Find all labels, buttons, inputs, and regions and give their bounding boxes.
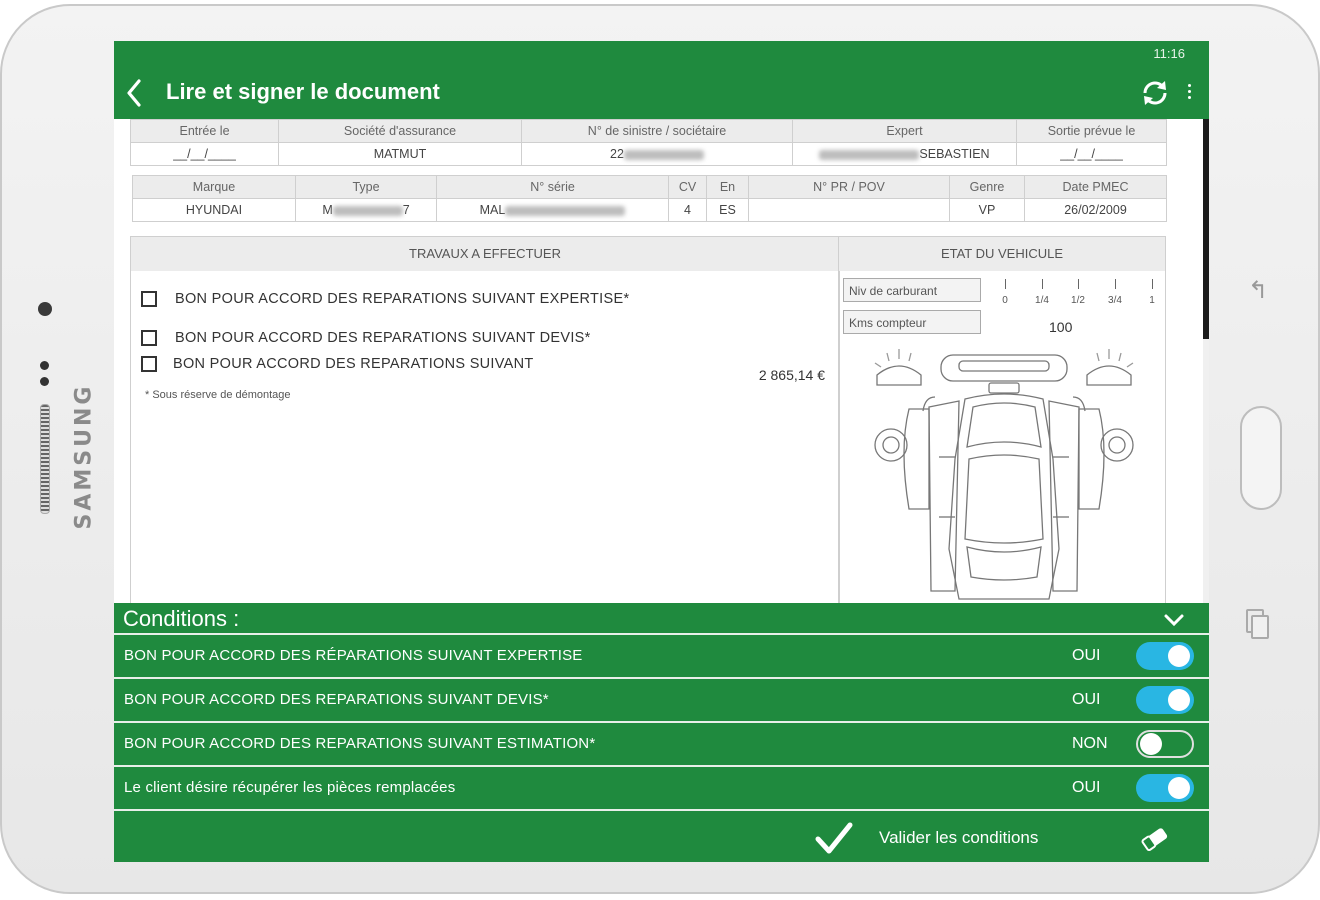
expert-value: SEBASTIEN [919, 147, 990, 161]
serial-header: N° série [437, 176, 669, 199]
hardware-back-icon[interactable]: ↰ [1247, 277, 1269, 304]
front-camera [38, 302, 52, 316]
conditions-title: Conditions : [123, 606, 240, 631]
vehicle-info-table [132, 175, 1167, 222]
work-header: TRAVAUX A EFFECTUER [131, 237, 839, 271]
claim-number-cell [522, 143, 793, 166]
condition-state: OUI [1072, 647, 1101, 664]
validate-bar [114, 809, 1209, 862]
claim-info-table [130, 119, 1167, 166]
fuel-tick: 1/4 [1032, 279, 1052, 306]
toggle-switch[interactable] [1136, 642, 1194, 670]
work-section [130, 236, 840, 603]
work-item-expertise[interactable] [141, 291, 629, 307]
conditions-panel [114, 603, 1209, 862]
fuel-tick: 1/2 [1068, 279, 1088, 306]
checkbox[interactable] [141, 330, 157, 346]
condition-label: Le client désire récupérer les pièces remplacées [124, 779, 456, 796]
km-label: Kms compteur [843, 310, 981, 334]
app-bar [114, 41, 1209, 119]
brand-value: HYUNDAI [133, 199, 296, 222]
cv-header: CV [669, 176, 707, 199]
redacted-text [333, 206, 403, 216]
condition-state: NON [1072, 735, 1108, 752]
condition-label: BON POUR ACCORD DES REPARATIONS SUIVANT ESTIMATION* [124, 735, 596, 752]
toggle-knob [1168, 645, 1190, 667]
speaker-grille [40, 404, 50, 514]
pmec-date-value: 26/02/2009 [1025, 199, 1167, 222]
en-value: ES [707, 199, 749, 222]
brand-header: Marque [133, 176, 296, 199]
serial-cell [437, 199, 669, 222]
pr-pov-header: N° PR / POV [749, 176, 950, 199]
toggle-switch[interactable] [1136, 686, 1194, 714]
en-header: En [707, 176, 749, 199]
scrollbar-thumb[interactable] [1203, 119, 1209, 339]
condition-state: OUI [1072, 691, 1101, 708]
validate-conditions-button[interactable]: Valider les conditions [879, 828, 1039, 847]
sync-icon[interactable] [1137, 75, 1173, 111]
checkbox[interactable] [141, 291, 157, 307]
toggle-knob [1168, 689, 1190, 711]
brand-logo: SAMSUNG [71, 383, 97, 529]
redacted-text [624, 150, 704, 160]
serial-value: MAL [479, 203, 506, 217]
fuel-level-label: Niv de carburant [843, 278, 981, 302]
checkmark-icon[interactable] [814, 819, 854, 859]
type-value: M [322, 203, 333, 217]
km-value: 100 [1049, 319, 1073, 335]
sensor [40, 361, 49, 370]
condition-row-estimation [114, 721, 1209, 765]
estimate-amount: 2 865,14 € [758, 367, 825, 383]
insurer-header: Société d'assurance [279, 120, 522, 143]
entry-date-value: __/__/____ [131, 143, 279, 166]
condition-row-expertise [114, 633, 1209, 677]
fuel-gauge[interactable] [995, 279, 1159, 309]
vehicle-state-section [838, 236, 1166, 603]
checkbox[interactable] [141, 356, 157, 372]
pr-pov-value [749, 199, 950, 222]
genre-header: Genre [950, 176, 1025, 199]
condition-state: OUI [1072, 779, 1101, 796]
exit-date-value: __/__/____ [1017, 143, 1167, 166]
toggle-knob [1140, 733, 1162, 755]
hardware-recent-apps-icon[interactable] [1246, 609, 1270, 641]
redacted-text [819, 150, 919, 160]
claim-number-value: 22 [610, 147, 624, 161]
chevron-down-icon[interactable] [1163, 613, 1185, 627]
toggle-switch[interactable] [1136, 774, 1194, 802]
toggle-switch[interactable] [1136, 730, 1194, 758]
condition-label: BON POUR ACCORD DES REPARATIONS SUIVANT DEVIS* [124, 691, 549, 708]
exit-date-header: Sortie prévue le [1017, 120, 1167, 143]
work-item-estimation[interactable] [141, 356, 534, 372]
expert-cell [793, 143, 1017, 166]
app-screen [114, 41, 1209, 862]
claim-number-header: N° de sinistre / sociétaire [522, 120, 793, 143]
fuel-tick: 0 [995, 279, 1015, 306]
work-item-label: BON POUR ACCORD DES REPARATIONS SUIVANT [173, 356, 534, 372]
sensor [40, 377, 49, 386]
document-view[interactable] [114, 119, 1209, 603]
type-header: Type [296, 176, 437, 199]
type-suffix: 7 [402, 203, 410, 217]
cv-value: 4 [669, 199, 707, 222]
reserve-note: * Sous réserve de démontage [145, 389, 291, 401]
type-cell [296, 199, 437, 222]
work-item-devis[interactable] [141, 330, 591, 346]
work-item-label: BON POUR ACCORD DES REPARATIONS SUIVANT DEVIS* [175, 330, 591, 346]
eraser-icon[interactable] [1140, 827, 1170, 851]
condition-row-parts [114, 765, 1209, 809]
car-diagram-icon[interactable] [869, 347, 1139, 603]
expert-header: Expert [793, 120, 1017, 143]
insurer-value: MATMUT [279, 143, 522, 166]
fuel-tick: 3/4 [1105, 279, 1125, 306]
redacted-text [505, 206, 625, 216]
condition-label: BON POUR ACCORD DES RÉPARATIONS SUIVANT EXPERTISE [124, 647, 583, 664]
genre-value: VP [950, 199, 1025, 222]
toggle-knob [1168, 777, 1190, 799]
condition-row-devis [114, 677, 1209, 721]
pmec-date-header: Date PMEC [1025, 176, 1167, 199]
overflow-menu-icon[interactable] [1185, 81, 1193, 105]
hardware-home-button[interactable] [1240, 406, 1282, 510]
back-arrow-icon[interactable] [120, 75, 150, 111]
page-title: Lire et signer le document [166, 79, 440, 104]
vehicle-state-header: ETAT DU VEHICULE [839, 237, 1165, 271]
work-item-label: BON POUR ACCORD DES REPARATIONS SUIVANT EXPERTISE* [175, 291, 630, 307]
fuel-tick: 1 [1142, 279, 1162, 306]
entry-date-header: Entrée le [131, 120, 279, 143]
status-time: 11:16 [1153, 46, 1185, 61]
